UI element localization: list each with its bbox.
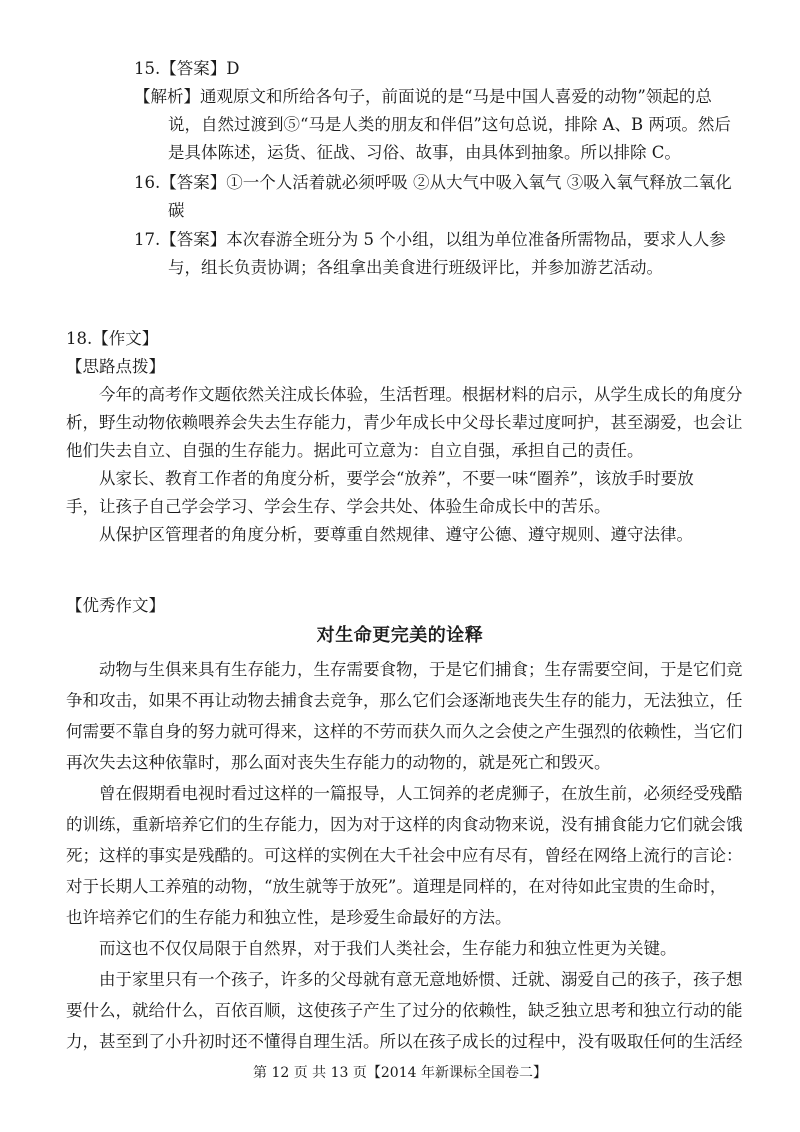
q18-para-line: 析，野生动物依赖喂养会失去生存能力，青少年成长中父母长辈过度呵护，甚至溺爱，也会让: [66, 413, 743, 432]
q18-para-line: 从保护区管理者的角度分析，要尊重自然规律、遵守公德、遵守规则、遵守法律。: [99, 525, 693, 544]
q18-para-line: 他们失去自立、自强的生存能力。据此可立意为：自立自强，承担自己的责任。: [66, 441, 644, 460]
q18-heading-text: 18.【作文】: [66, 329, 159, 348]
q15-analysis-line: 说，自然过渡到⑤“马是人类的朋友和伴侣”这句总说，排除 A、B 两项。然后: [168, 115, 731, 134]
essay-line: 曾在假期看电视时看过这样的一篇报导，人工饲养的老虎狮子，在放生前，必须经受残酷: [99, 784, 743, 803]
essay-line: 要什么，就给什么，百依百顺，这使孩子产生了过分的依赖性，缺乏独立思考和独立行动的能: [66, 1001, 743, 1020]
q18-heading: [66, 325, 746, 381]
q15-analysis-line: 【解析】通观原文和所给各句子，前面说的是“马是中国人喜爱的动物”领起的总: [134, 87, 712, 106]
essay-label-text: 【优秀作文】: [66, 596, 165, 615]
q16-line: 碳: [168, 201, 185, 220]
q18-paragraph-2: [66, 465, 746, 521]
essay-line: 而这也不仅仅局限于自然界，对于我们人类社会，生存能力和独立性更为关键。: [99, 939, 677, 958]
essay-line: 力，甚至到了小升初时还不懂得自理生活。所以在孩子成长的过程中，没有吸取任何的生活经: [66, 1032, 743, 1051]
q16-line: 16.【答案】①一个人活着就必须呼吸 ②从大气中吸入氧气 ③吸入氧气释放二氧化: [134, 173, 732, 192]
q18-subheading-text: 【思路点拨】: [66, 357, 165, 376]
q15-answer: [134, 55, 754, 83]
essay-line: 何需要不靠自身的努力就可得来，这样的不劳而获久而久之会使之产生强烈的依赖性，当它们: [66, 722, 743, 741]
essay-paragraph-4: [66, 964, 746, 1057]
q18-para-line: 手，让孩子自己学会学习、学会生存、学会共处、体验生命成长中的苦乐。: [66, 497, 611, 516]
essay-title: 对生命更完美的诠释: [316, 625, 484, 646]
essay-line: 也许培养它们的生存能力和独立性，是珍爱生命最好的方法。: [66, 908, 512, 927]
q15-answer-line: 15.【答案】D: [134, 59, 240, 78]
essay-line: 动物与生俱来具有生存能力，生存需要食物，于是它们捕食；生存需要空间，于是它们竞: [99, 660, 743, 679]
q18-paragraph-1: [66, 381, 746, 465]
essay-line: 争和攻击，如果不再让动物去捕食去竞争，那么它们会逐渐地丧失生存的能力，无法独立，任: [66, 691, 743, 710]
q17-line: 与，组长负责协调；各组拿出美食进行班级评比，并参加游艺活动。: [168, 258, 663, 277]
essay-paragraph-1: [66, 654, 746, 778]
q16-answer-cont: [168, 197, 185, 225]
q18-paragraph-3: [66, 521, 746, 549]
essay-paragraph-2: [66, 778, 746, 933]
q15-analysis-cont: [168, 111, 768, 167]
essay-paragraph-3: [66, 933, 746, 964]
q18-para-line: 今年的高考作文题依然关注成长体验，生活哲理。根据材料的启示，从学生成长的角度分: [99, 385, 743, 404]
essay-line: 由于家里只有一个孩子，许多的父母就有意无意地娇惯、迁就、溺爱自己的孩子，孩子想: [99, 970, 743, 989]
q17-answer-cont: [168, 254, 663, 282]
essay-line: 再次失去这种依靠时，那么面对丧失生存能力的动物的，就是死亡和毁灭。: [66, 753, 611, 772]
q17-line: 17.【答案】本次春游全班分为 5 个小组，以组为单位准备所需物品，要求人人参: [134, 230, 726, 249]
q16-answer: [134, 169, 754, 197]
q15-analysis-line: 是具体陈述，运货、征战、习俗、故事，由具体到抽象。所以排除 C。: [168, 143, 681, 162]
essay-line: 死；这样的事实是残酷的。可这样的实例在大千社会中应有尽有，曾经在网络上流行的言论：: [66, 846, 743, 865]
page-footer: 第 12 页 共 13 页【2014 年新课标全国卷二】: [253, 1065, 547, 1081]
essay-line: 的训练，重新培养它们的生存能力，因为对于这样的肉食动物来说，没有捕食能力它们就会饿: [66, 815, 743, 834]
q18-para-line: 从家长、教育工作者的角度分析，要学会“放养”，不要一味“圈养”，该放手时要放: [99, 469, 694, 488]
essay-label: [66, 592, 746, 620]
q17-answer: [134, 226, 754, 254]
q15-analysis: [134, 83, 774, 111]
essay-line: 对于长期人工养殖的动物，“放生就等于放死”。道理是同样的，在对待如此宝贵的生命时，: [66, 877, 727, 896]
